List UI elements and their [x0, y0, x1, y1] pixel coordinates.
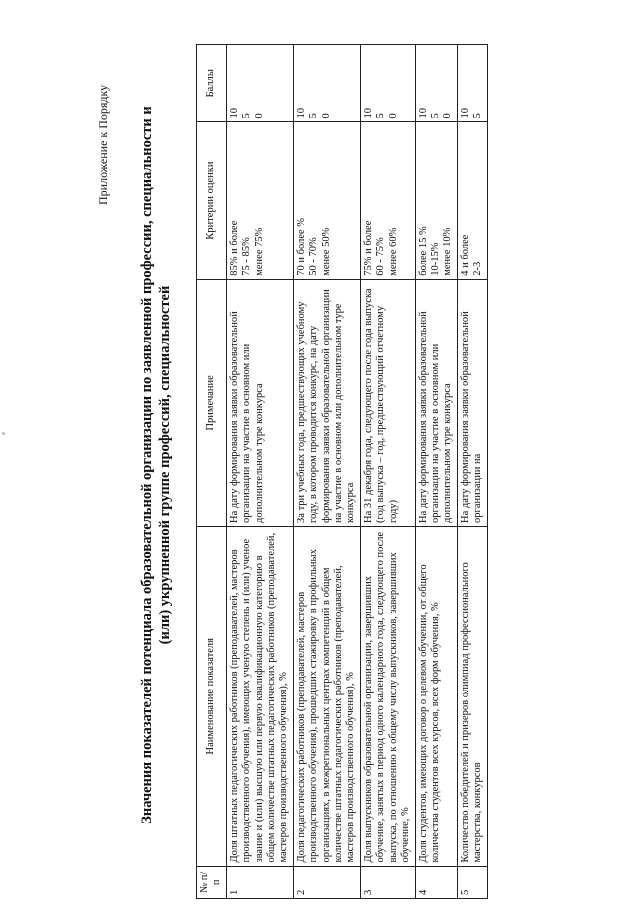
title-line-1: Значения показателей потенциала образовательной организации по заявленной профессии, специальности и [139, 106, 155, 824]
row-scores [415, 45, 457, 122]
score-item: 10 [362, 107, 374, 119]
row-num: 1 [226, 866, 293, 898]
criteria-item: 50 - 70% [308, 237, 320, 276]
criteria-item: менее 50% [320, 227, 332, 276]
row-note: На дату формирования заявки образовательной организации на участие в основном или дополнительном туре конкурса [226, 279, 293, 526]
table-row [293, 45, 360, 899]
row-name: Доля штатных педагогических работников (преподавателей, мастеров производственного обучения), имеющих ученую степень и (или) ученое звание и (или) высшую или первую квалификационную категорию в общем количестве штатных педагогических работников (преподавателей, мастеров производственного обучения), % [226, 526, 293, 866]
score-item: 0 [442, 113, 454, 119]
header-name: Наименование показателя [197, 526, 227, 866]
row-name: Доля выпускников образовательной организации, завершивших обучение, занятых в период одного календарного года, следующего после выпуска, по отношению к общему числу выпускников, завершивших обучение, % [360, 526, 415, 866]
score-item: 10 [295, 107, 307, 119]
criteria-item: менее 10% [442, 227, 454, 276]
criteria-item: 75 - 85% [241, 237, 253, 276]
row-criteria [293, 122, 360, 279]
criteria-item: 85% и более [228, 220, 240, 276]
row-criteria [457, 122, 487, 279]
criteria-item: 2-3 [472, 261, 484, 276]
header-num: № п/п [197, 866, 227, 898]
table-row [415, 45, 457, 899]
row-scores [226, 45, 293, 122]
score-item: 0 [253, 113, 265, 119]
row-num: 2 [293, 866, 360, 898]
indicators-table [196, 44, 488, 899]
title-line-2: (или) укрупненной группе профессий, специальностей [157, 285, 173, 645]
score-item: 0 [320, 113, 332, 119]
score-item: 5 [429, 113, 441, 119]
row-note: За три учебных года, предшествующих учебному году, в котором проводится конкурс, на дату формирования заявки образовательной организации на участие в основном или дополнительном туре конкурса [293, 279, 360, 526]
row-criteria [360, 122, 415, 279]
row-num: 3 [360, 866, 415, 898]
row-name: Количество победителей и призеров олимпиад профессионального мастерства, конкурсов [457, 526, 487, 866]
criteria-item: более 15 % [417, 226, 429, 276]
row-scores [457, 45, 487, 122]
score-item: 5 [308, 113, 320, 119]
score-item: 10 [417, 107, 429, 119]
score-item: 5 [472, 113, 484, 119]
row-criteria [226, 122, 293, 279]
row-note: На 31 декабря года, следующего после года выпуска (год выпуска – год, предшествующий отчетному году) [360, 279, 415, 526]
scan-speck [2, 432, 5, 435]
appendix-label: Приложение к Порядку [96, 84, 110, 205]
row-note: На дату формирования заявки образовательной организации на участие в основном или дополнительном туре конкурса [415, 279, 457, 526]
table-row [226, 45, 293, 899]
score-item: 5 [375, 113, 387, 119]
criteria-item: 10-15% [429, 242, 441, 276]
table-row [457, 45, 487, 899]
criteria-item: 4 и более [459, 234, 471, 276]
table-row [360, 45, 415, 899]
row-note: На дату формирования заявки образовательной организации на [457, 279, 487, 526]
score-item: 10 [459, 107, 471, 119]
criteria-item: 60 - 75% [375, 237, 387, 276]
row-scores [360, 45, 415, 122]
row-num: 4 [415, 866, 457, 898]
score-item: 0 [387, 113, 399, 119]
criteria-item: 75% и более [362, 220, 374, 276]
row-scores [293, 45, 360, 122]
criteria-item: 70 и более % [295, 217, 307, 276]
row-name: Доля студентов, имеющих договор о целевом обучении, от общего количества студентов всех курсов, всех форм обучения, % [415, 526, 457, 866]
score-item: 5 [241, 113, 253, 119]
score-item: 10 [228, 107, 240, 119]
header-score: Баллы [197, 45, 227, 122]
row-criteria [415, 122, 457, 279]
document-title [138, 55, 174, 875]
row-name: Доля педагогических работников (преподавателей, мастеров производственного обучения), прошедших стажировку в профильных организациях, в межрегиональных центрах компетенций в общем количестве штатных педагогических работников (преподавателей, мастеров производственного обучения), % [293, 526, 360, 866]
criteria-item: менее 60% [387, 227, 399, 276]
row-num: 5 [457, 866, 487, 898]
criteria-item: менее 75% [253, 227, 265, 276]
table-header-row [197, 45, 227, 899]
header-note: Примечание [197, 279, 227, 526]
header-criteria: Критерии оценки [197, 122, 227, 279]
